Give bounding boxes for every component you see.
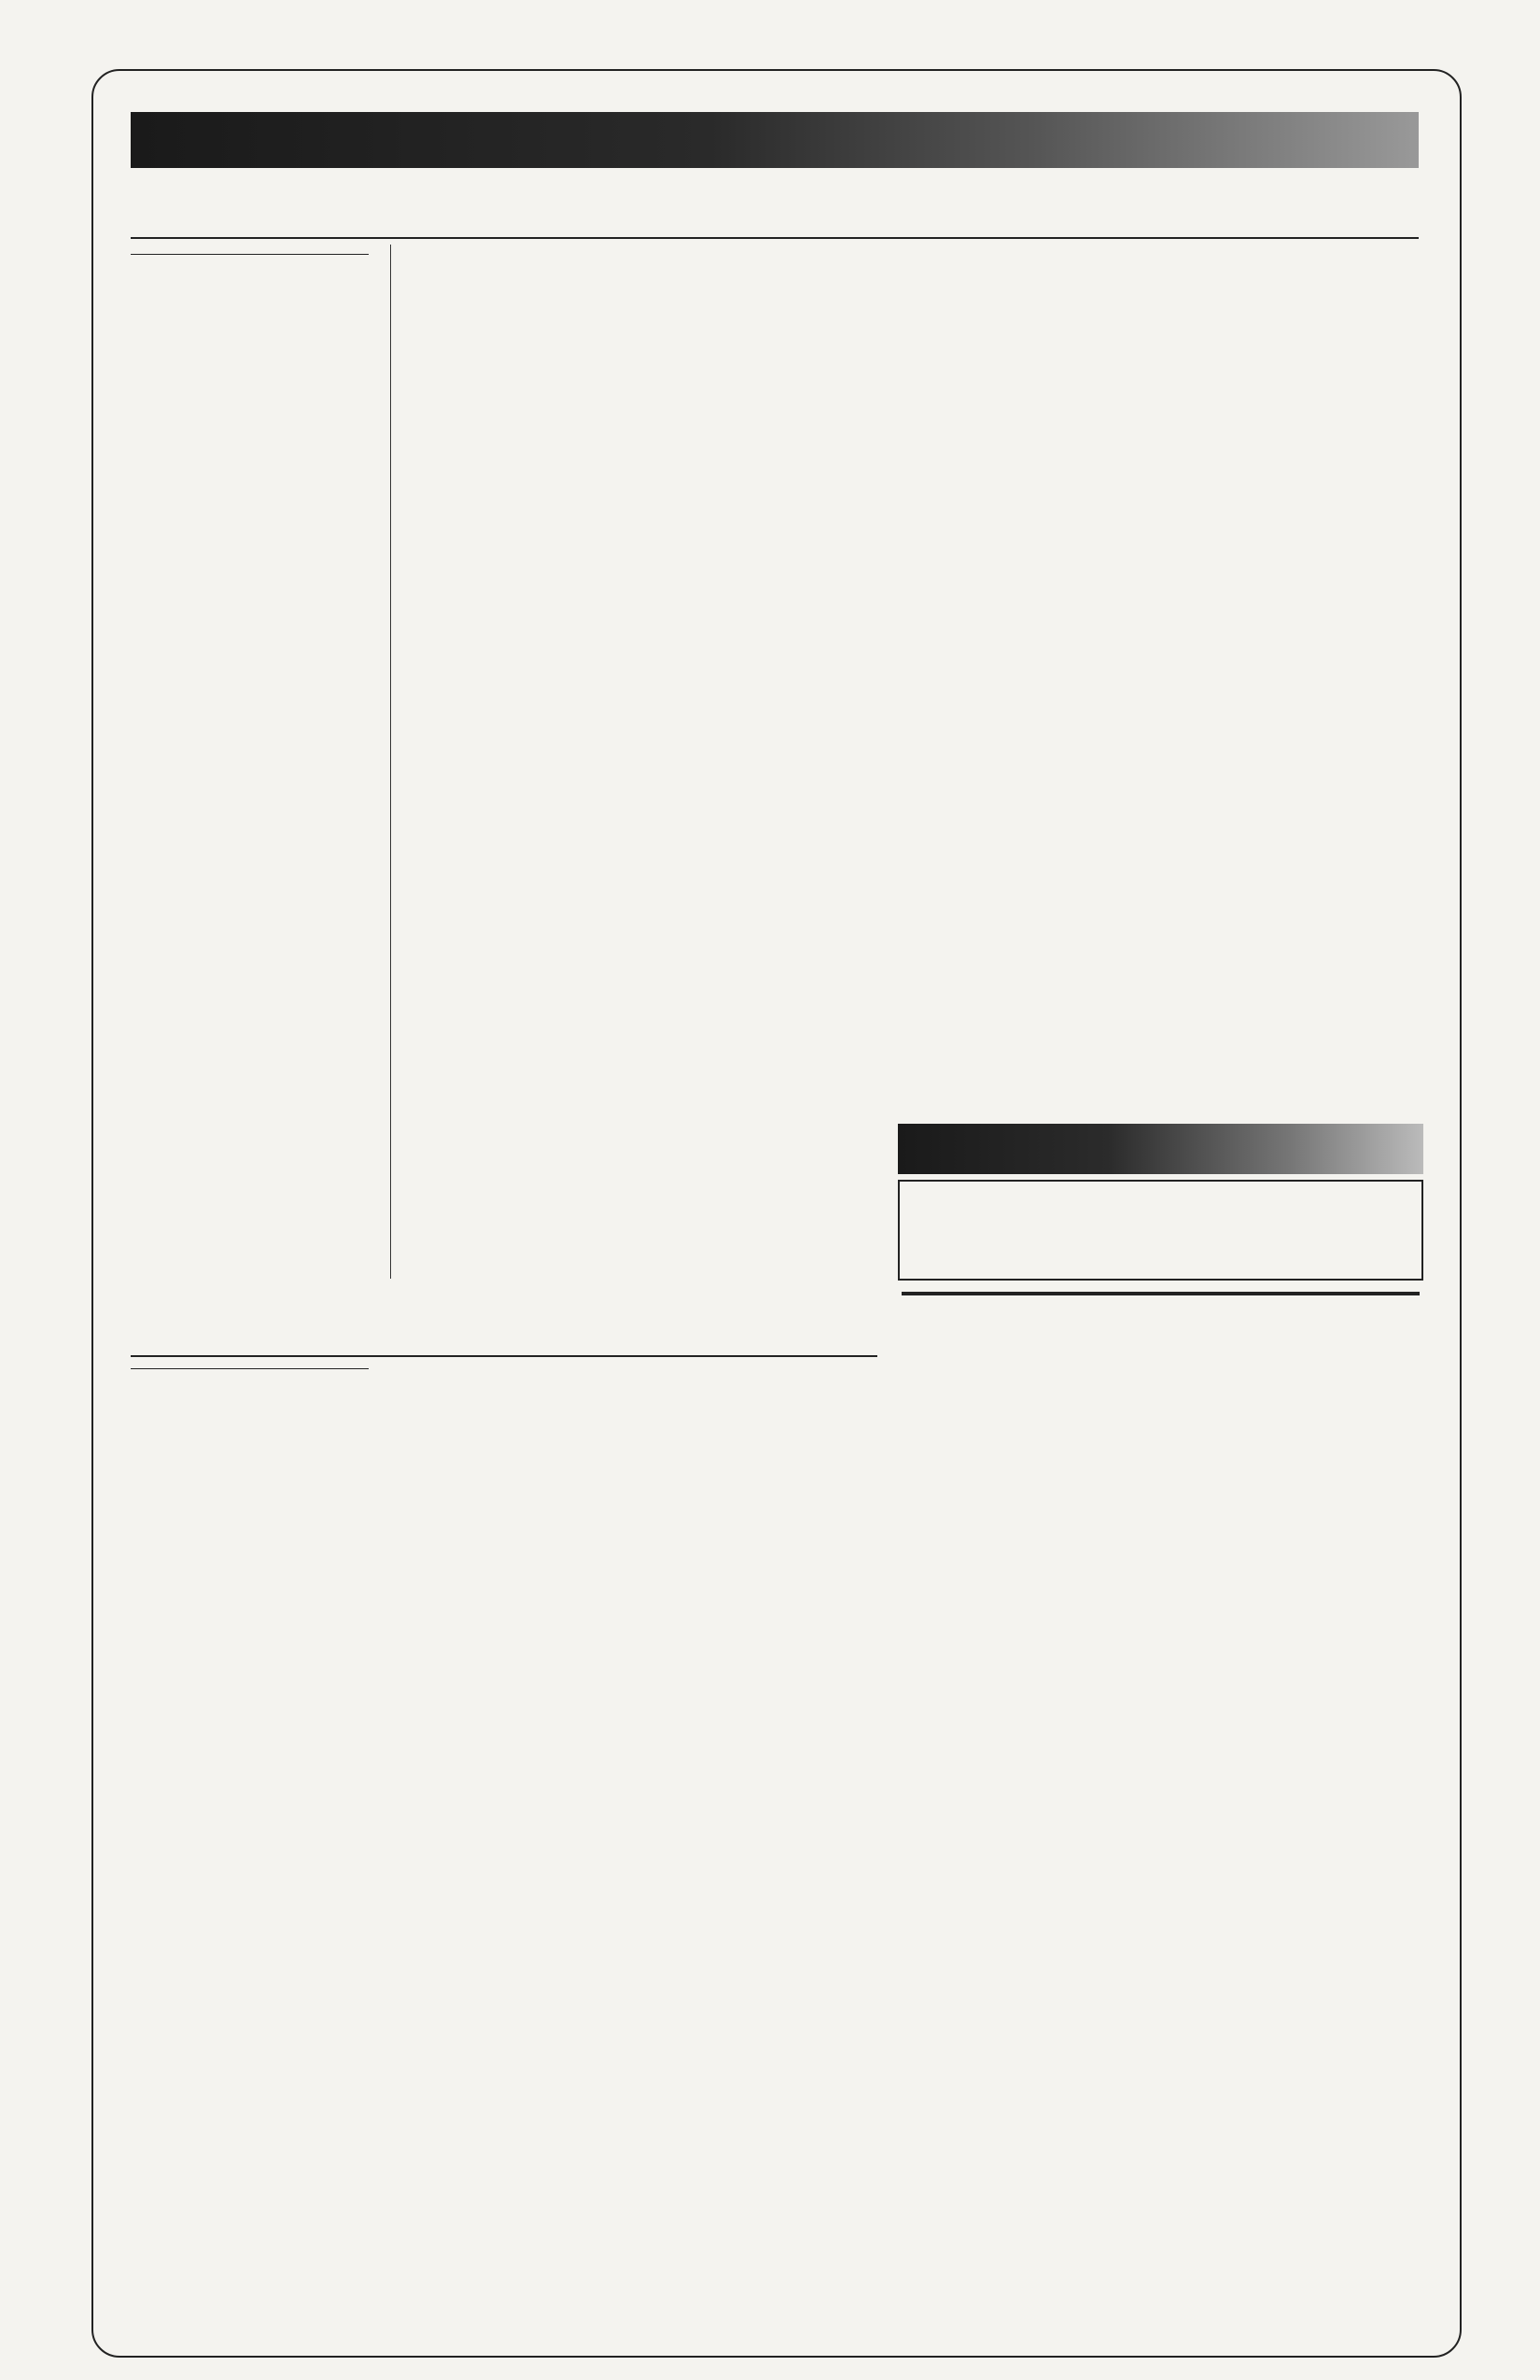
brief-polo <box>913 1191 1410 1197</box>
story1-staff <box>131 250 369 255</box>
story1-column-1 <box>131 250 369 1279</box>
story2-column-2 <box>392 1359 637 2354</box>
story2-column-1 <box>131 1365 369 2354</box>
story2-headline-rule <box>131 1355 877 1357</box>
column-divider <box>390 245 391 1279</box>
headline-rule <box>131 237 1419 239</box>
brief-dial <box>913 1475 1410 1480</box>
section-banner <box>131 112 1419 168</box>
story1-column-5 <box>1163 245 1422 1116</box>
story1-column-3 <box>653 245 883 1279</box>
story1-column-4 <box>898 245 1150 1122</box>
in-brief-banner <box>898 1124 1423 1174</box>
story2-staff <box>131 1365 369 1369</box>
ad-realtor-box <box>902 1292 1420 1295</box>
story1-column-2 <box>399 245 640 1279</box>
story2-column-3 <box>649 1359 882 2354</box>
